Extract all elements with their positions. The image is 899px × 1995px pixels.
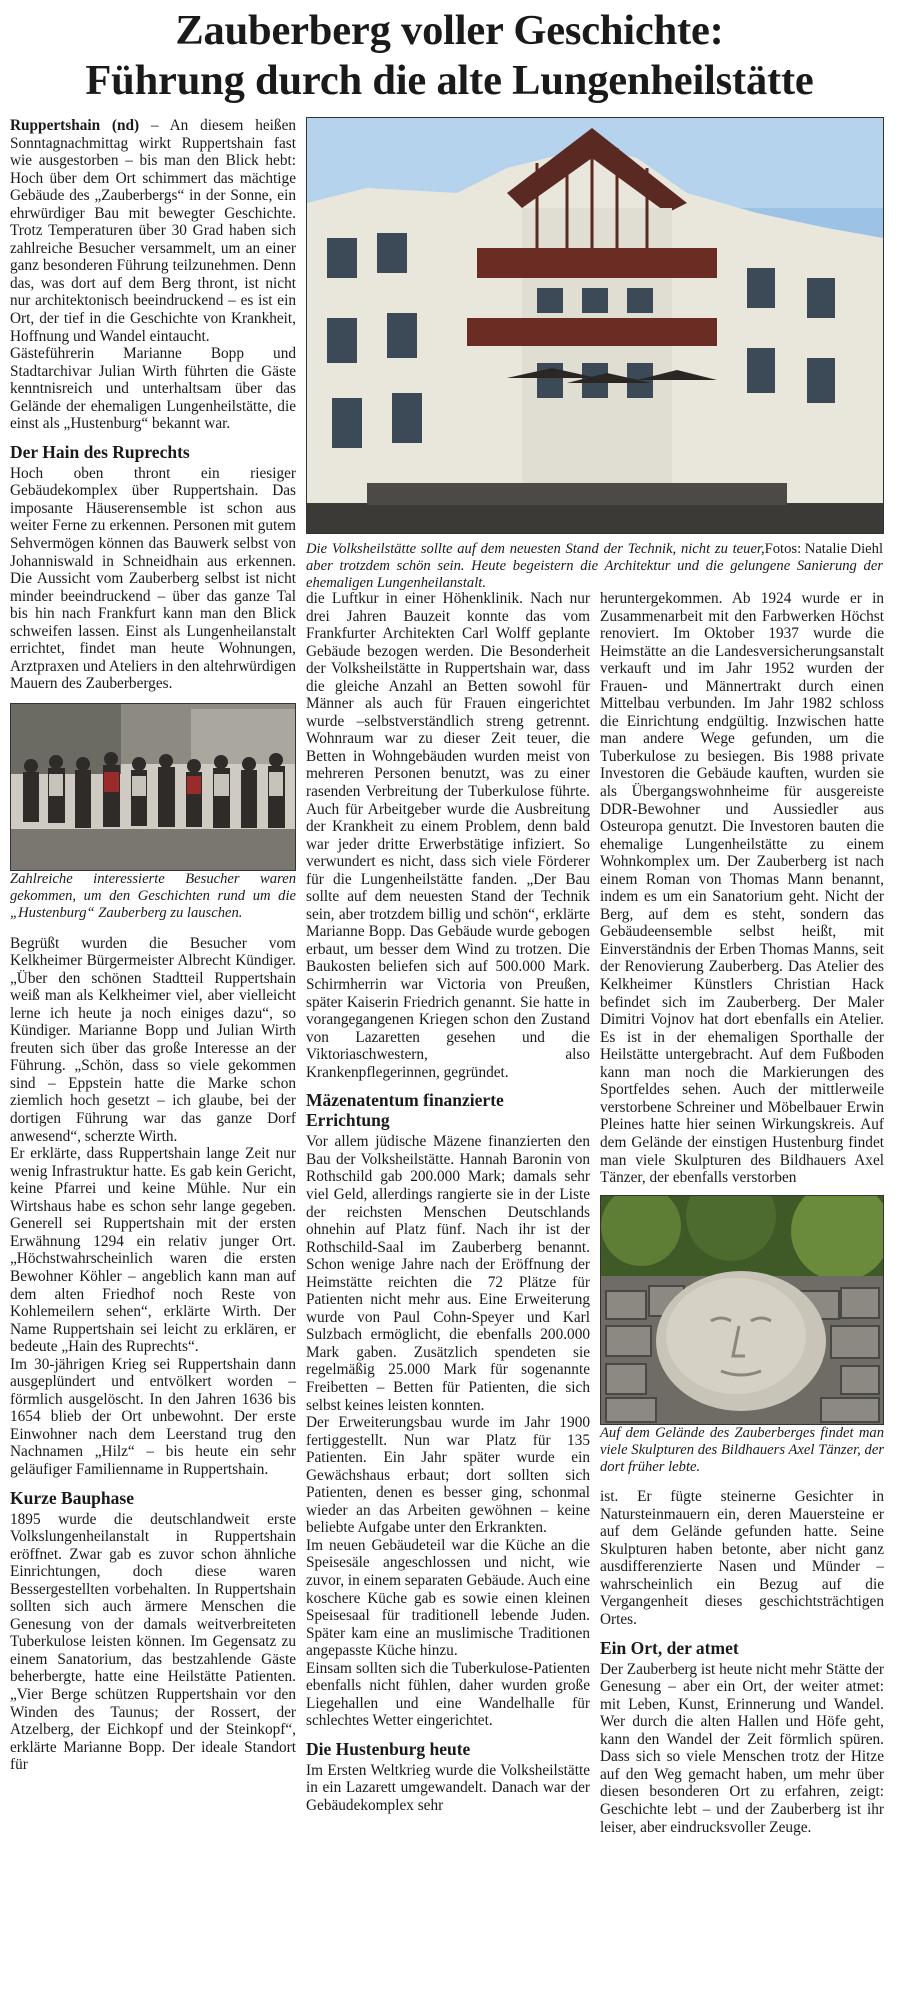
column-1 [10,117,296,1774]
paragraph: ist. Er fügte steinerne Gesichter in Natursteinmauern ein, deren Mauersteine er auf dem Gelände gefunden hatte. Seine Skulpturen haben betonte, aber nicht ganz ausdifferenzierte Nasen und Münder – wahrscheinlich ein Bezug auf die Vergangenheit dieses geschichtsträchtigen Ortes. [600,1488,884,1629]
paragraph: Begrüßt wurden die Besucher vom Kelkheimer Bürgermeister Albrecht Kündiger. „Über den schönen Stadtteil Ruppertshain weiß man als Kelkheimer viel, aber vielleicht lerne ich heute ja noch einiges dazu“, so Kündiger. Marianne Bopp und Julian Wirth freuten sich über das große Interesse an der Führung. „Schön, dass so viele gekommen sind – Eppstein hatte die Marke schon ziemlich hoch gesetzt – ich glaube, bei der dortigen Führung war das ganze Dorf anwesend“, scherzte Wirth. [10,934,296,1145]
paragraph: heruntergekommen. Ab 1924 wurde er in Zusammenarbeit mit den Farbwerken Höchst renoviert. Im Oktober 1937 wurde die Heimstätte an die Landesversicherungsanstalt verkauft und im Jahr 1952 wurden der Frauen- und Männertrakt durch einen Mittelbau verbunden. Im Jahr 1982 schloss die Einrichtung endgültig. Inzwischen hatte man andere Wege gefunden, um die Tuberkulose zu besiegen. Bis 1988 private Investoren die Gebäude kauften, wurden sie als Übergangswohnheime für ausgereiste DDR-Bewohner und Aussiedler aus Osteuropa genutzt. Die Investoren bauten die ehemalige Lungenheilstätte zu einem Wohnkomplex um. Der Zauberberg ist nach einem Roman von Thomas Mann benannt, indem es um ein Sanatorium geht. Nicht der Berg, auf dem es steht, sondern das Gebäudeensemble selbst heißt, mit Einverständnis der Erben Thomas Manns, seit der Renovierung Zauberberg. Das Atelier des Kelkheimer Künstlers Christian Hack befindet sich im Zauberberg. Der Maler Dimitri Vojnov hat dort ebenfalls ein Atelier. Es ist in der ehemaligen Sporthalle der Heilstätte untergebracht. Auf dem Fußboden kann man noch die Markierungen des Sportfeldes sehen. Auch der mittlerweile verstorbene Schreiner und Möbelbauer Erwin Pleines hatte hier seinen Wirkungskreis. Auf dem Gelände der einstigen Hustenburg findet man viele Skulpturen des Bildhauers Axel Tänzer, der ebenfalls verstorben [600,590,884,1187]
dateline: Ruppertshain (nd) [10,117,140,134]
paragraph: 1895 wurde die deutschlandweit erste Volkslungenheilanstalt in Ruppertshain eröffnet. Zwar gab es zuvor schon ähnliche Einrichtungen, doch diese waren Bessergestellten vorbehalten. In Ruppertshain sollten sich auch ärmere Menschen die Genesung von der damals weitverbreiteten Tuberkulose leisten können. Im Gegensatz zu einem Sanatorium, das bestzahlende Gäste beherbergte, hatte eine Heilstätte Patienten. „Vier Berge schützen Ruppertshain vor den Winden des Taunus; der Rossert, der Atzelberg, der Eichkopf und der Steinkopf“, erklärte Marianne Bopp. Der ideale Standort für [10,1510,296,1774]
headline-line-2: Führung durch die alte Lungenheilstätte [85,57,814,104]
paragraph: Der Zauberberg ist heute nicht mehr Stätte der Genesung – aber ein Ort, der weiter atmet: mit Leben, Kunst, Erinnerung und Wandel. Wer durch die alten Hallen und Höfe geht, kann den Wandel der Zeit förmlich spüren. Dass sich so viele Menschen trotz der Hitze auf den Weg gemacht haben, um mehr über diesen besonderen Ort zu erfahren, zeigt: Geschichte lebt – und der Zauberberg ist ihr leiser, aber eindrucksvoller Zeuge. [600,1660,884,1836]
paragraph: Im 30-jährigen Krieg sei Ruppertshain dann ausgeplündert und entvölkert worden – förmlich ausgelöscht. In den Jahren 1636 bis 1654 blieb der Ort unbewohnt. Der erste Einwohner nach dem Leerstand trug den Nachnamen „Hilz“ – bis heute ein sehr geläufiger Familienname in Ruppertshain. [10,1355,296,1478]
caption-visitors: Zahlreiche interessierte Besucher waren gekommen, um den Geschichten rund um die „Hustenburg“ Zauberberg zu lauschen. [10,870,296,922]
intro-text: – An diesem heißen Sonntagnachmittag wirkt Ruppertshain fast wie ausgestorben – bis man den Blick hebt: Hoch über dem Ort schimmert das mächtige Gebäude des „Zauberbergs“ in der Sonne, ein ehrwürdiger Bau mit bewegter Geschichte. Trotz Temperaturen über 30 Grad haben sich zahlreiche Besucher versammelt, um an einer ganz besonderen Führung teilzunehmen. Denn das, was dort auf dem Berg thront, ist nicht nur architektonisch beeindruckend – es ist ein Ort, der tief in die Geschichte von Krankheit, Hoffnung und Wandel eintaucht. [10,117,297,345]
caption-sculpture: Auf dem Gelände des Zauberberges findet man viele Skulpturen des Bildhauers Axel Tänzer, der dort früher lebte. [600,1424,884,1475]
paragraph: Vor allem jüdische Mäzene finanzierten den Bau der Volksheilstätte. Hannah Baronin von Rothschild gab 200.000 Mark; damals sehr viel Geld, allerdings rangierte sie in der Liste der reichsten Menschen Deutschlands ohnehin auf Platz fünf. Nach ihr ist der Rothschild-Saal im Zauberberg benannt. Schon wenige Jahre nach der Eröffnung der Heimstätte reichten die 72 Plätze für Patienten nicht mehr aus. Eine Erweiterung wurde von Paul Cohn-Speyer und Karl Sulzbach ermöglicht, die ebenfalls 200.000 Mark gaben. Zusätzlich spendeten sie regelmäßig 25.000 Mark für sogenannte Freibetten – Betten für Patienten, die sich selbst keines leisten konnten. [306,1133,590,1414]
article-intro [10,117,296,345]
paragraph: Einsam sollten sich die Tuberkulose-Patienten ebenfalls nicht fühlen, daher wurden große Liegehallen und eine Wandelhalle für schlechtes Wetter eingerichtet. [306,1659,590,1730]
paragraph: Im Ersten Weltkrieg wurde die Volksheilstätte in ein Lazarett umgewandelt. Danach war der Gebäudekomplex sehr [306,1761,590,1814]
visitors-photo [10,703,296,871]
paragraph: Er erklärte, dass Ruppertshain lange Zeit nur wenig Infrastruktur hatte. Es gab kein Gericht, keine Pfarrei und keine Mühle. Nur ein Wirtshaus habe es schon sehr lange gegeben. Generell sei Ruppertshain mit der ersten Erwähnung 1294 ein relativ junger Ort. „Höchstwahrscheinlich waren die ersten Bewohner Köhler – angeblich kann man auf dem alten Friedhof noch Reste von Kohlemeilern sehen“, erklärte Wirth. Der Name Ruppertshain sei leicht zu erklären, er bedeute „Hain des Ruprechts“. [10,1145,296,1356]
main-photo [306,117,884,534]
headline [0,6,899,106]
photo-credit: Fotos: Natalie Diehl [764,541,883,557]
headline-line-1: Zauberberg voller Geschichte: [175,7,724,54]
subheading-hain: Der Hain des Ruprechts [10,441,190,462]
column-2 [306,590,590,1815]
paragraph: die Luftkur in einer Höhenklinik. Nach nur drei Jahren Bauzeit konnte das vom Frankfurter Architekten Carl Wolff geplante Gebäude bezogen werden. Die Besonderheit der Volksheilstätte in Ruppertshain war, dass die gleiche Anzahl an Betten sowohl für Männer als auch für Frauen eingerichtet wurde –selbstverständlich streng getrennt. Wohnraum war zu dieser Zeit teuer, die Betten in Wohngebäuden wurden meist von mehreren Personen benutzt, was zu einer rasenden Verbreitung der Tuberkulose führte. Auch für Arbeitgeber wurde die Ausbreitung der Krankheit zu einem Problem, denn bald war jeder dritte Erwerbstätige infiziert. So verwundert es nicht, dass sich viele Förderer für die Lungenheilstätte fanden. „Der Bau sollte auf dem neuesten Stand der Technik sein, aber trotzdem billig und schön“, erklärte Marianne Bopp. Das Gebäude wurde gebogen erbaut, um besser dem Wind zu trotzen. Die Baukosten beliefen sich auf 500.000 Mark. Schirmherrin war Victoria von Preußen, später Kaiserin Friedrich genannt. Sie hatte in vorangegangenen Kriegen schon den Zustand von Lazaretten gesehen und die Viktoriaschwestern, also Krankenpflegerinnen, gegründet. [306,590,590,1081]
subheading-hustenburg: Die Hustenburg heute [306,1738,471,1759]
main-photo-caption: Die Volksheilstätte sollte auf dem neuesten Stand der Technik, nicht zu teuer, aber trotzdem schön sein. Heute begeistern die Architektur und die gelungene Sanierung der ehemaligen Lungenheilanstalt. [306,541,883,592]
subheading-ort: Ein Ort, der atmet [600,1637,739,1658]
subheading-maezen: Mäzenatentum finanzierte Errichtung [306,1090,504,1131]
paragraph: Der Erweiterungsbau wurde im Jahr 1900 fertiggestellt. Nun war Platz für 135 Patienten. Ein Jahr später wurde ein Gewächshaus erbaut; dort sollten sich Patienten, denen es besser ging, schonmal wieder an das Arbeiten gewöhnen – keine beliebte Aufgabe unter den Erkrankten. [306,1414,590,1537]
subheading-bauphase: Kurze Bauphase [10,1487,134,1508]
paragraph: Im neuen Gebäudeteil war die Küche an die Speisesäle angeschlossen und nicht, wie zuvor, in einem separaten Gebäude. Auch eine koschere Küche gab es sowie einen kleinen Speisesaal für traditionell lebende Juden. Später kam eine an muslimische Traditionen angepasste Küche hinzu. [306,1536,590,1660]
sculpture-photo [600,1195,884,1425]
paragraph: Gästeführerin Marianne Bopp und Stadtarchivar Julian Wirth führten die Gäste kenntnisreich und unterhaltsam über das Gelände der ehemaligen Lungenheilstätte, die einst als „Hustenburg“ bekannt war. [10,345,296,433]
main-photo-caption-block [306,541,883,593]
column-3 [600,590,884,1836]
paragraph: Hoch oben thront ein riesiger Gebäudekomplex über Ruppertshain. Das imposante Häuserensemble ist schon aus weiter Ferne zu erkennen. Personen mit gutem Sehvermögen können das Bauwerk selbst von Johanniswald in Schneidhain aus erkennen. Die Aussicht vom Zauberberg selbst ist nicht minder beeindruckend – über das ganze Tal bis hin nach Frankfurt kann man den Blick schweifen lassen. Einst als Lungenheilanstalt errichtet, findet man heute Wohnungen, Arztpraxen und Ateliers in den altehrwürdigen Mauern des Zauberberges. [10,464,296,693]
